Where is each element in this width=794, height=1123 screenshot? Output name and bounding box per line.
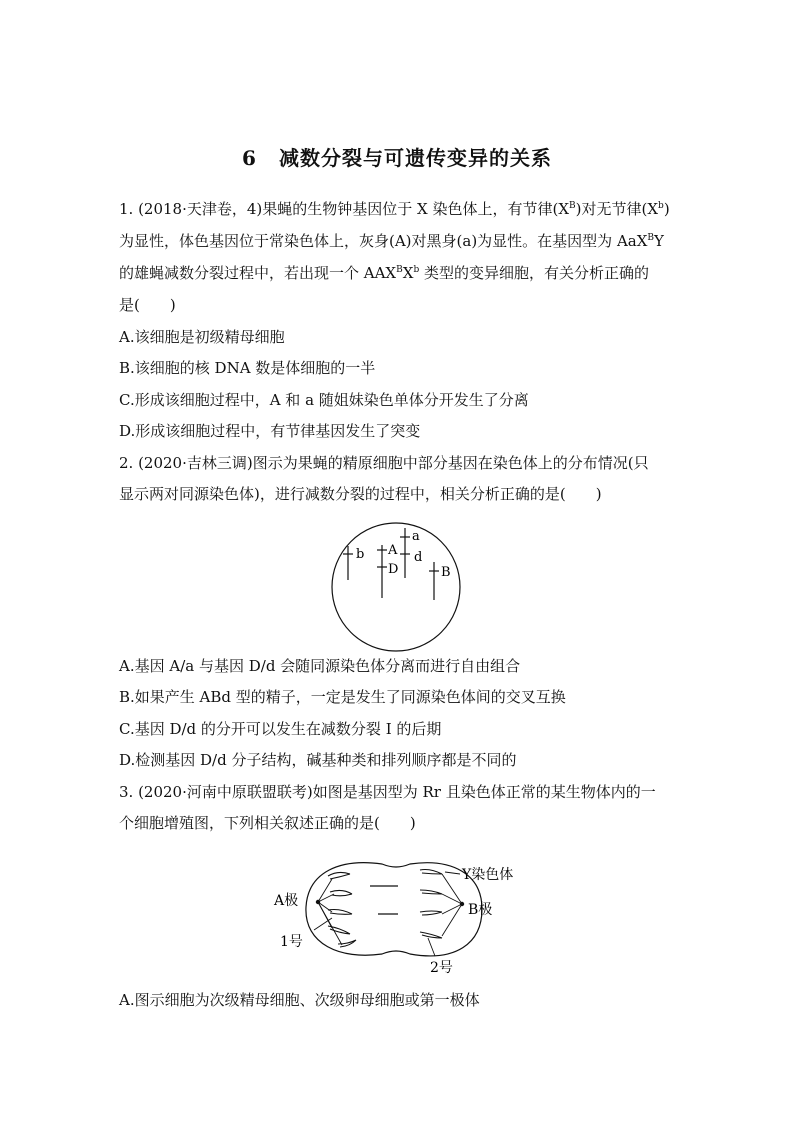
q2-option-c: C.基因 D/d 的分开可以发生在减数分裂 Ⅰ 的后期 [119, 720, 442, 738]
q1-line-3: 的雄蝇减数分裂过程中，若出现一个 $AAX^BX^b$ 类型的变异细胞，有关分析正确的 [119, 264, 649, 282]
page-title [0, 142, 794, 171]
q2-option-d: D.检测基因 D/d 分子结构，碱基种类和排列顺序都是不同的 [119, 751, 517, 769]
q2-cell-figure [330, 520, 470, 652]
label-no2: 2号 [430, 960, 453, 976]
q1-option-d: D.形成该细胞过程中，有节律基因发生了突变 [119, 422, 421, 440]
section-number: 6 [242, 146, 257, 170]
q1-line-4: 是( ) [119, 296, 176, 314]
q2-option-a: A.基因 A/a 与基因 D/d 会随同源染色体分离而进行自由组合 [119, 657, 521, 675]
section-title: 减数分裂与可遗传变异的关系 [278, 146, 552, 170]
gene-label-D: D [388, 562, 399, 577]
label-b-pole: B极 [468, 902, 493, 918]
q3-line-1: 3. (2020·河南中原联盟联考)如图是基因型为 Rr 且染色体正常的某生物体内的一 [119, 783, 656, 801]
q1-line-1: 1. (2018·天津卷，4)果蝇的生物钟基因位于 X 染色体上，有节律$(X^B)$对无节律$(X^b)$ [119, 200, 670, 218]
q1-option-b: B.该细胞的核 DNA 数是体细胞的一半 [119, 359, 376, 377]
q1-line-2: 为显性，体色基因位于常染色体上，灰身(A)对黑身(a)为显性。在基因型为 AaX$^B$Y [119, 232, 664, 250]
q3-cell-figure [270, 852, 540, 977]
q3-line-2: 个细胞增殖图，下列相关叙述正确的是( ) [119, 814, 416, 832]
gene-label-A: A [388, 543, 398, 558]
gene-label-a: a [412, 529, 420, 544]
gene-label-d: d [414, 550, 423, 565]
q1-option-c: C.形成该细胞过程中，A 和 a 随姐妹染色单体分开发生了分离 [119, 391, 529, 409]
q2-line-1: 2. (2020·吉林三调)图示为果蝇的精原细胞中部分基因在染色体上的分布情况(只 [119, 454, 649, 472]
q2-line-2: 显示两对同源染色体)，进行减数分裂的过程中，相关分析正确的是( ) [119, 485, 602, 503]
a-pole-chromosomes [328, 872, 356, 947]
label-y-chromosome: Y染色体 [462, 867, 514, 883]
b-pole-chromosomes [420, 870, 442, 939]
label-no1: 1号 [280, 934, 303, 950]
q1-option-a: A.该细胞是初级精母细胞 [119, 328, 285, 346]
gene-label-B: B [441, 565, 451, 580]
label-a-pole: A极 [274, 893, 299, 909]
q2-option-b: B.如果产生 ABd 型的精子，一定是发生了同源染色体间的交叉互换 [119, 688, 566, 706]
q3-option-a: A.图示细胞为次级精母细胞、次级卵母细胞或第一极体 [119, 991, 480, 1009]
gene-label-b: b [356, 547, 365, 562]
